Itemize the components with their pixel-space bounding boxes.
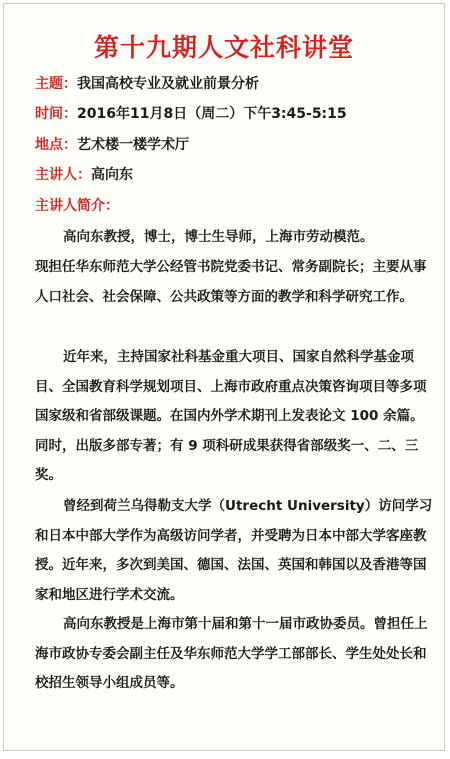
speaker-label: 主讲人： (35, 167, 91, 183)
topic-row (35, 74, 259, 94)
time-label: 时间： (35, 106, 77, 122)
speaker-row (35, 165, 133, 185)
bio-paragraph-2: 现担任华东师范大学公经管书院党委书记、常务副院长；主要从事人口社会、社会保障、公共政策等方面的教学和科学研究工作。 (35, 259, 427, 305)
intro-row (35, 196, 119, 216)
bio-paragraph-4: 曾经到荷兰乌得勒支大学（Utrecht University）访问学习和日本中部大学作为高级访问学者，并受聘为日本中部大学客座教授。近年来，多次到美国、德国、法国、英国和韩国以及香港等国家和地区进行学术交流。 (35, 498, 433, 603)
bio-text-1: 高向东教授，博士，博士生导师，上海市劳动模范。 (63, 229, 374, 245)
speaker-value: 高向东 (91, 167, 133, 183)
time-row (35, 104, 347, 124)
bio-paragraph-3: 近年来，主持国家社科基金重大项目、国家自然科学基金项目、全国教育科学规划项目、上海市政府重点决策咨询项目等多项国家级和省部级课题。在国内外学术期刊上发表论文 100 余篇。同时，出版多部专著；有 9 项科研成果获得省部级奖一、二、三奖。 (35, 349, 427, 483)
place-label: 地点： (35, 137, 77, 153)
bio-paragraph-5: 高向东教授是上海市第十届和第十一届市政协委员。曾担任上海市政协专委会副主任及华东师范大学学工部部长、学生处处长和校招生领导小组成员等。 (35, 616, 428, 691)
time-value: 2016年11月8日（周二）下午3:45-5:15 (77, 106, 347, 122)
place-value: 艺术楼一楼学术厅 (77, 137, 189, 153)
poster-title: 第十九期人文社科讲堂 (93, 33, 354, 62)
topic-label: 主题： (35, 76, 77, 92)
bio-paragraph-1 (35, 223, 435, 253)
place-row (35, 135, 189, 155)
topic-value: 我国高校专业及就业前景分析 (77, 76, 259, 92)
lecture-poster (3, 3, 445, 751)
intro-label: 主讲人简介： (35, 198, 119, 214)
